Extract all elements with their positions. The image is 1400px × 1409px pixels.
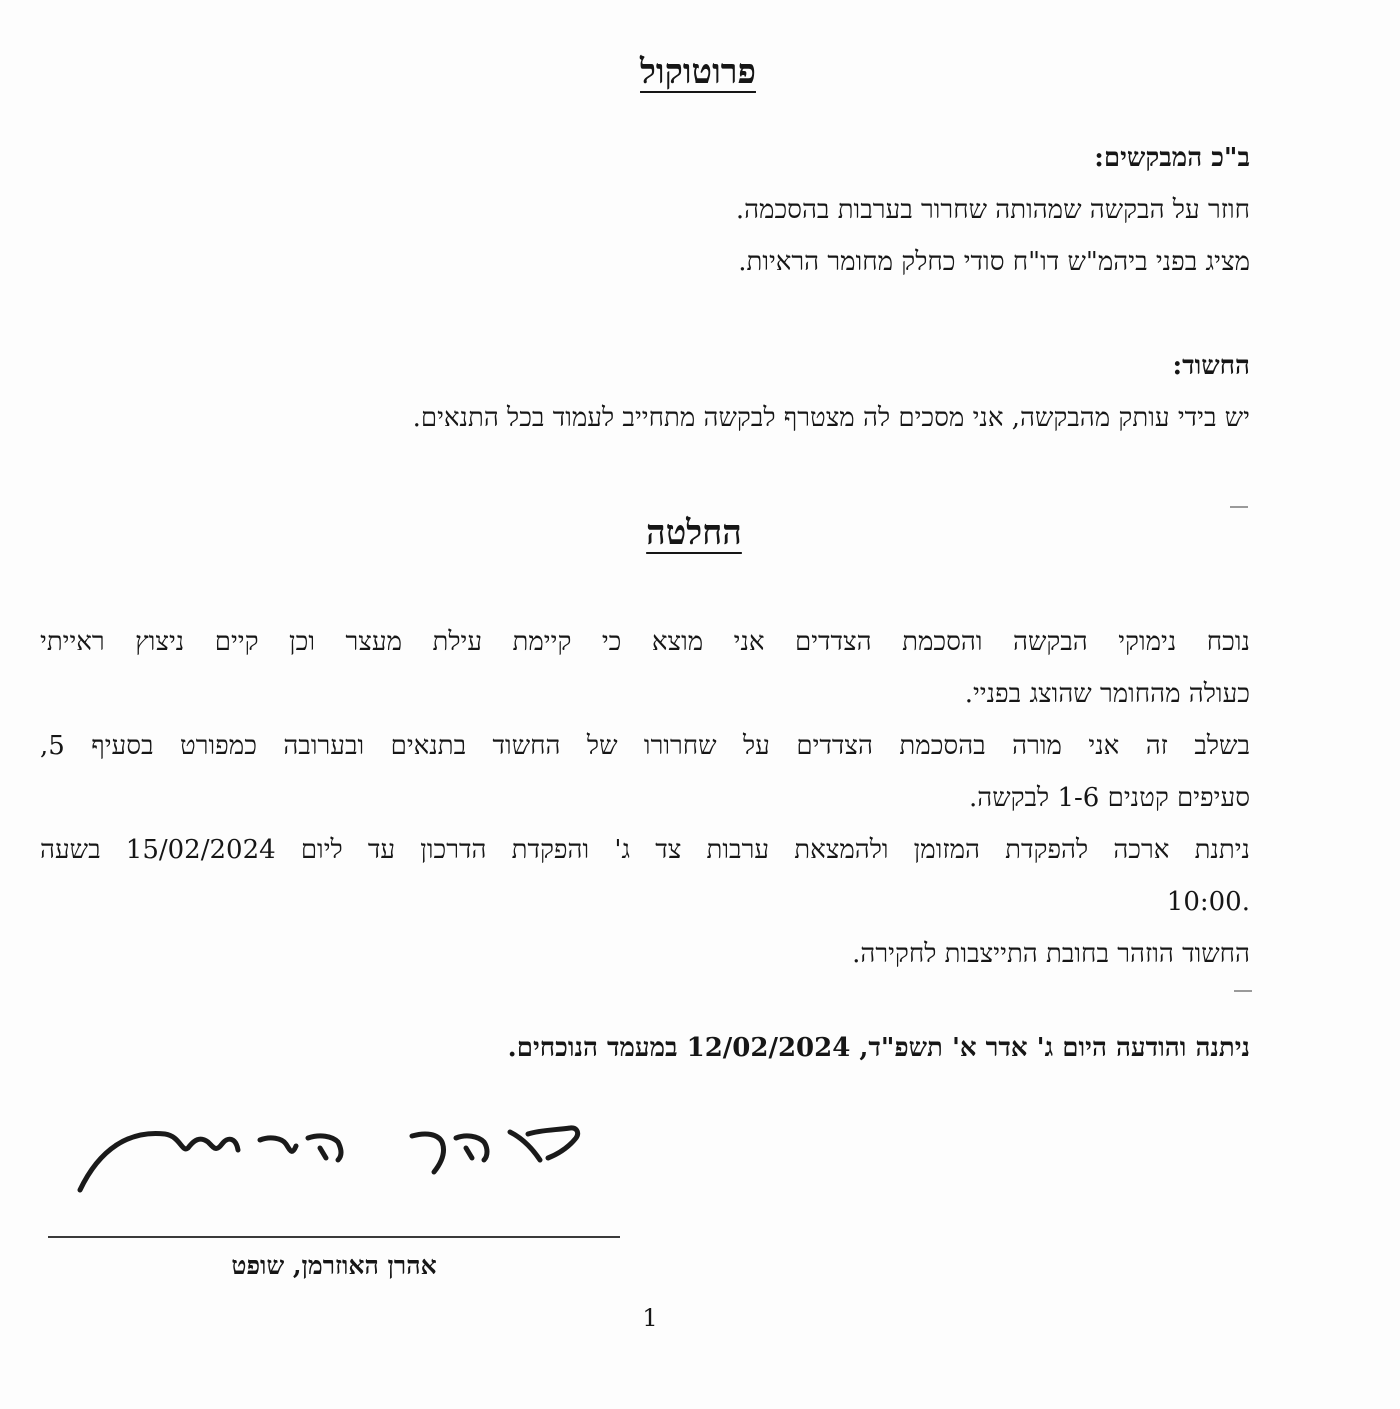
petitioners-section [40, 132, 1250, 288]
page-number-container [0, 1300, 1400, 1336]
decision-body [40, 616, 1250, 980]
decision-paragraph-3-line-2: .10:00 [1166, 887, 1250, 917]
decision-paragraph-1-line-1: נוכח נימוקי הבקשה והסכמת הצדדים אני מוצא כי קיימת עילת מעצר וכן קיים ניצוץ ראייתי [40, 627, 1250, 657]
petitioners-heading: ב"כ המבקשים: [1094, 143, 1250, 173]
suspect-statement: יש בידי עותק מהבקשה, אני מסכים לה מצטרף לבקשה מתחייב לעמוד בכל התנאים. [412, 403, 1250, 433]
decision-paragraph-4: החשוד הוזהר בחובת התייצבות לחקירה. [852, 939, 1250, 969]
given-date-line: ניתנה והודעה היום ג' אדר א' תשפ"ד, 12/02/2024 במעמד הנוכחים. [507, 1033, 1250, 1063]
suspect-section [40, 340, 1250, 444]
page-number: 1 [642, 1304, 658, 1332]
margin-dash-mark [1234, 990, 1252, 992]
decision-title: החלטה [646, 513, 742, 553]
margin-dash-mark [1230, 506, 1248, 508]
petitioners-line-2: מציג בפני ביהמ"ש דו"ח סודי כחלק מחומר הראיות. [738, 247, 1250, 277]
judge-name: אהרן האוזרמן, שופט [231, 1251, 437, 1280]
judge-handwritten-signature [70, 1108, 610, 1208]
decision-paragraph-3-line-1: ניתנת ארכה להפקדת המזומן ולהמצאת ערבות צד ג' והפקדת הדרכון עד ליום 15/02/2024 בשעה [40, 835, 1251, 865]
petitioners-line-1: חוזר על הבקשה שמהותה שחרור בערבות בהסכמה. [735, 195, 1250, 225]
decision-paragraph-1-line-2: כעולה מהחומר שהוצג בפניי. [964, 679, 1250, 709]
decision-paragraph-2-line-1: בשלב זה אני מורה בהסכמת הצדדים על שחרורו של החשוד בתנאים ובערובה כמפורט בסעיף 5, [40, 731, 1250, 761]
document-title: פרוטוקול [640, 52, 756, 92]
decision-paragraph-2-line-2: סעיפים קטנים 1-6 לבקשה. [968, 783, 1250, 813]
suspect-heading: החשוד: [1172, 351, 1250, 381]
signature-line [48, 1236, 620, 1238]
